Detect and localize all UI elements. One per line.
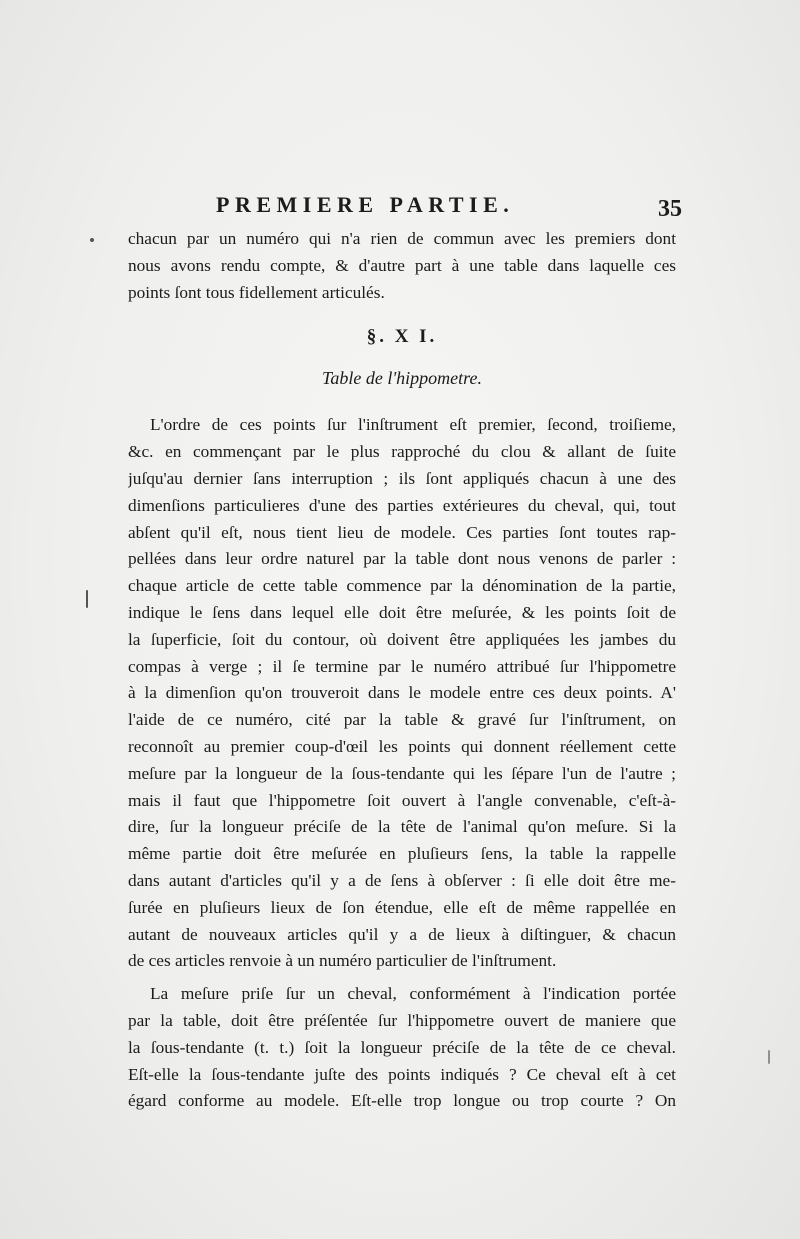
section-number: §. X I. — [366, 326, 438, 348]
ink-speck — [86, 590, 88, 608]
text-line: dans autant d'articles qu'il y a de ſens à obſerver : ſi elle doit être me- — [128, 870, 676, 890]
paragraph-continued — [128, 226, 676, 306]
text-line: chacun par un numéro qui n'a rien de commun avec les premiers dont — [128, 229, 676, 248]
text-line: &c. en commençant par le plus rapproché du clou & allant de ſuite — [128, 442, 676, 462]
text-line: chaque article de cette table commence par la dénomination de la partie, — [128, 576, 676, 596]
text-line: égard conforme au modele. Eſt-elle trop longue ou trop courte ? On — [128, 1091, 676, 1111]
text-block — [128, 192, 682, 1115]
text-line: même partie doit être meſurée en pluſieurs ſens, la table la rappelle — [128, 844, 676, 864]
text-line: la ſuperficie, ſoit du contour, où doivent être appliquées les jambes du — [128, 629, 676, 649]
running-head — [128, 192, 682, 226]
text-line: La meſure priſe ſur un cheval, conformément à l'indication portée — [150, 984, 676, 1004]
text-line: nous avons rendu compte, & d'autre part à une table dans laquelle ces — [128, 255, 676, 275]
text-line: de ces articles renvoie à un numéro particulier de l'inſtrument. — [128, 951, 557, 971]
running-title: PREMIERE PARTIE. — [216, 192, 515, 217]
text-line: pellées dans leur ordre naturel par la table dont nous venons de parler : — [128, 549, 676, 569]
paragraph — [128, 981, 676, 1115]
text-line: points ſont tous fidellement articulés. — [128, 282, 385, 302]
text-line: dire, ſur la longueur préciſe de la tête de l'animal qu'on meſure. Si la — [128, 817, 676, 837]
text-line: L'ordre de ces points ſur l'inſtrument eſt premier, ſecond, troiſieme, — [150, 415, 676, 435]
ink-speck — [768, 1050, 770, 1064]
text-line: ſurée en pluſieurs lieux de ſon étendue, elle eſt de même rappellée en — [128, 897, 676, 917]
page-number: 35 — [658, 196, 682, 222]
section-title: Table de l'hippometre. — [321, 368, 482, 389]
text-line: l'aide de ce numéro, cité par la table & gravé ſur l'inſtrument, on — [128, 710, 676, 730]
text-line: à la dimenſion qu'on trouveroit dans le modele entre ces deux points. A' — [128, 683, 676, 703]
text-line: compas à verge ; il ſe termine par le numéro attribué ſur l'hippometre — [128, 656, 676, 676]
text-line: la ſous-tendante (t. t.) ſoit la longueur préciſe de la tête de ce cheval. — [128, 1037, 676, 1057]
text-line: meſure par la longueur de la ſous-tendante qui les ſépare l'un de l'autre ; — [128, 763, 676, 783]
text-line: reconnoît au premier coup-d'œil les points qui donnent réellement cette — [128, 736, 676, 756]
text-line: mais il faut que l'hippometre ſoit ouvert à l'angle convenable, c'eſt-à- — [128, 790, 676, 810]
paragraph — [128, 412, 676, 975]
text-line: autant de nouveaux articles qu'il y a de lieux à diſtinguer, & chacun — [128, 924, 676, 944]
text-line: Eſt-elle la ſous-tendante juſte des points indiqués ? Ce cheval eſt à cet — [128, 1064, 676, 1084]
ink-speck — [90, 238, 94, 242]
text-line: par la table, doit être préſentée ſur l'hippometre ouvert de maniere que — [128, 1010, 676, 1030]
text-line: juſqu'au dernier ſans interruption ; ils ſont appliqués chacun à une des — [128, 468, 676, 488]
text-line: dimenſions particulieres d'une des parties extérieures du cheval, qui, tout — [128, 495, 676, 515]
text-line: abſent qu'il eſt, nous tient lieu de modele. Ces parties ſont toutes rap- — [128, 522, 676, 542]
text-line: indique le ſens dans lequel elle doit être meſurée, & les points ſoit de — [128, 602, 676, 622]
